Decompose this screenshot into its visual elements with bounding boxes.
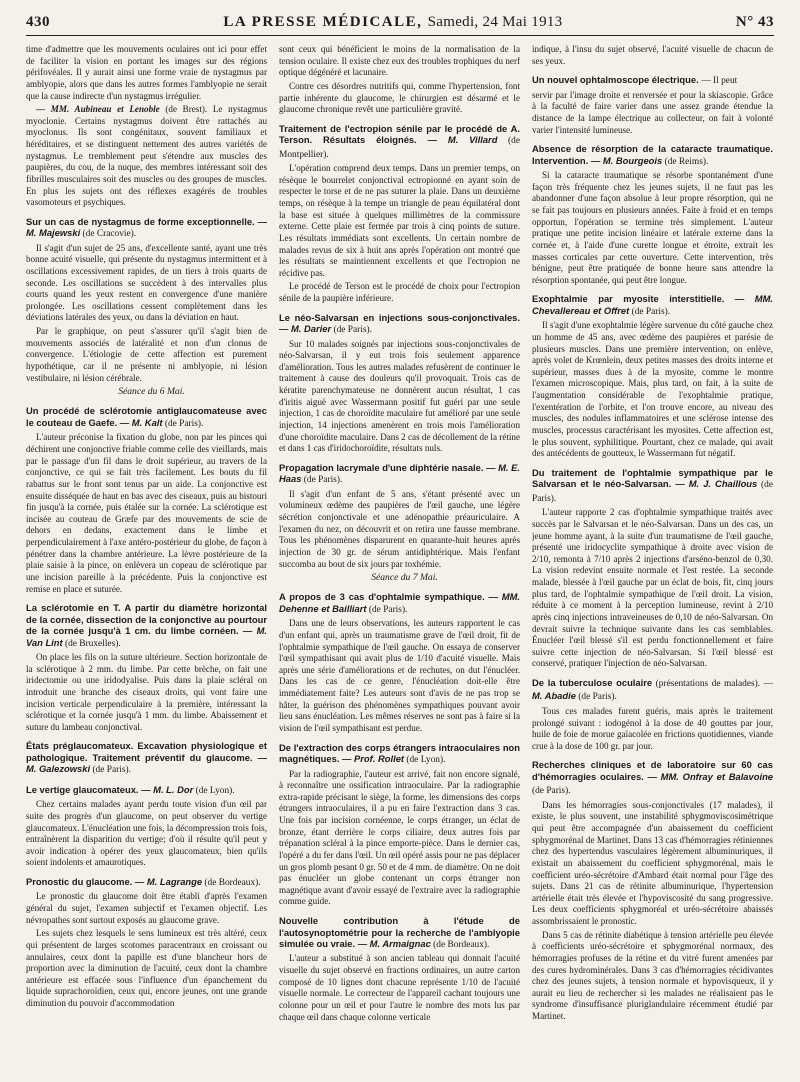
paragraph: L'opération comprend deux temps. Dans un premier temps, on résèque le bourrelet conjonctival ectropionné en ayant soin de respecter le torse et de ne pas suturer la plaie. Dans un deuxième temps, on résèque à la tempe un triangle de peau équilatéral dont la base est située à quelques millimètres de la commissure externe. Cette plaie est fermée par trois à cinq points de suture. Les résultats immédiats sont excellents. Un certain nombre de malades revus de six à huit ans après l'opération ont montré que les résultats se maintiennent excellents et que l'ectropion ne récidive pas. xyxy=(279,163,520,278)
article-heading xyxy=(532,74,773,87)
column-3 xyxy=(532,44,773,1079)
place: (de Paris). xyxy=(90,765,131,776)
heading-text: Le néo-Salvarsan en injections sous-conjonctivales. xyxy=(279,311,520,323)
author: — MM. Dehenne et Bailliart xyxy=(279,591,520,614)
article-heading xyxy=(26,784,267,797)
author: — M. Lagrange xyxy=(134,876,203,888)
place: (de Reims). xyxy=(662,156,709,167)
article-heading xyxy=(26,216,267,241)
heading-tail: — Il peut xyxy=(701,76,738,87)
place: (de Paris). xyxy=(532,480,773,504)
columns xyxy=(26,44,774,1079)
heading-text: Du traitement de l'ophtalmie sympathique par le Salvarsan et le néo-Salvarsan. xyxy=(532,466,773,490)
page-number: 430 xyxy=(26,14,50,30)
author: — Prof. Rollet xyxy=(342,753,405,765)
heading-text: Propagation lacrymale d'une diphtérie nasale. xyxy=(279,461,484,473)
heading-text: Le vertige glaucomateux. xyxy=(26,783,139,795)
article-heading xyxy=(26,876,267,889)
paragraph: servir par l'image droite et renversée et pour la skiascopie. Grâce à la faculté de faire varier dans une assez grande étendue la distance de la lampe électrique au collecteur, on fait à volonté varier l'intensité lumineuse. xyxy=(532,89,773,135)
author: — M. J. Chaillous xyxy=(675,478,758,490)
article-heading xyxy=(26,602,267,650)
issue-number: N° 43 xyxy=(735,14,774,30)
article-heading xyxy=(26,405,267,430)
author: — M. L. Dor xyxy=(141,783,194,795)
issue-date: Samedi, 24 Mai 1913 xyxy=(427,14,563,30)
article-heading xyxy=(279,591,520,616)
place: (de Montpellier). xyxy=(279,136,520,160)
session-title: Séance du 6 Mai. xyxy=(118,386,185,398)
article-heading xyxy=(532,467,773,505)
journal-title xyxy=(223,14,562,31)
paragraph: Dans les hémorragies sous-conjonctivales (17 malades), il existe, le plus souvent, une instabilité sphygmoviscosimétrique qui peut être accompagnée d'un abaissement du coefficient sphygmorénal de Martinet. Dans 13 cas d'hémorragies rétiniennes chez des hypertendus vasculaires légèrement albuminuriques, il existait un abaissement du coefficient sphygmorénal, mais le coefficient uréo-sécrétoire d'Ambard était normal pour l'âge des sujets. Dans 21 cas de rétinite albuminurique, l'hypertension artérielle était très élevée et l'hypoviscosité du sang progressive. Les deux coefficients sphygmoréal et uréo-sécrétoire abaissés assombrissaient le pronostic. xyxy=(532,799,773,927)
paragraph: Sur 10 malades soignés par injections sous-conjonctivales de néo-Salvarsan, il y eut trois fois seulement apparence d'amélioration. Tous les autres malades refusèrent de continuer le traitement à cause des douleurs qu'il provoquait. Trois cas de kératite parenchymateuse ne donnèrent aucun résultat, 1 cas d'iritis aiguë avec Wassermann positif fut guéri par une seule injection, 1 cas de choroïdite maculaire fut amélioré par une seule injection, 14 injections amenèrent en trois mois l'amélioration d'une choroïdite maculaire. Dans 2 cas de décollement de la rétine et dans 1 cas d'iridochoroïdite, résultats nuls. xyxy=(279,338,520,454)
paragraph: Il s'agit d'un enfant de 5 ans, s'étant présenté avec un volumineux œdème des paupières de l'œil gauche, une légère sécrétion conjonctivale et une adénopathie préauriculaire. A l'examen du nez, on découvrit et on retira une fausse membrane. Tous les phénomènes disparurent en quarante-huit heures après injection de 30 gr. de sérum antidiphtérique. Mais l'enfant succomba au bout de six jours par toxhémie. xyxy=(279,488,520,569)
place: (de Paris). xyxy=(532,786,571,797)
place: (de Paris). xyxy=(331,325,372,336)
article-heading xyxy=(532,759,773,797)
paragraph-text: (de Brest). Le nystagmus myoclonie. Certains nystagmus doivent être rattachés au myoclonus. Ils sont congénitaux, souvent familiaux et héréditaires, et se distinguent nettement des autres variétés de nystagmus. Le tremblement peut s'étendre aux muscles des paupières, du cou, de la nuque, des membres intéressant soit des fibrilles musculaires soit des muscles ou des groupes de muscles. En plus les sujets ont des réflexes exagérés de troubles vasomoteurs et psychiques. xyxy=(26,104,267,208)
article-heading xyxy=(279,742,520,767)
heading-text: La sclérotomie en T. A partir du diamètre horizontal de la cornée, dissection de la conjonctive au pourtour de la cornée jusqu'à 1 cm. du limbe cornéen. xyxy=(26,602,267,637)
place: (de Paris). xyxy=(301,475,343,486)
paragraph: Par le graphique, on peut s'assurer qu'il s'agit bien de mouvements associés de latéralité et non d'un clonus de convergence. L'étiologie de cette affection est purement hypothétique, car il ne présente ni amblyopie, ni lésion vestibulaire, ni lésion cérébrale. xyxy=(26,326,267,383)
author: — M. Majewski xyxy=(26,215,267,239)
place: (de Bruxelles). xyxy=(62,638,121,649)
paragraph: L'auteur préconise la fixation du globe, non par les pinces qui déchirent une conjonctive friable comme celle des vieillards, mais par le passage d'un fil dans le droit supérieur, au travers de la conjonctive, ce qui se fait très facilement. Les bouts du fil rabattus sur le front sont tenus par un aide. La conjonctive est ensuite disséquée de haut en bas avec des ciseaux, puis au bistouri fin jusqu'à la cornée, puis étalée sur la cornée. La sclérotique est incisée au couteau de Græfe par des mouvements de scie de dehors en dedans, exactement dans le limbe et perpendiculairement à l'axe antéro-postérieur du globe, de façon à pénétrer dans la chambre antérieure. La lèvre postérieure de la plaie saisie à la pince, on enlèvera un copeau de sclérotique par une incision pareille à la précédente. Puis la conjonctive est remise en place et suturée. xyxy=(26,432,267,594)
paragraph: Le procédé de Terson est le procédé de choix pour l'ectropion sénile de la paupière inférieure. xyxy=(279,281,520,304)
column-1 xyxy=(26,44,267,1079)
heading-text: Nouvelle contribution à l'étude de l'autosynoptométrie pour la recherche de l'amblyopie simulée ou vraie. xyxy=(279,915,520,949)
paragraph: L'auteur rapporte 2 cas d'ophtalmie sympathique traités avec succès par le Salvarsan et le néo-Salvarsan. Dans un des cas, un jeune homme ayant, à la suite d'un traumatisme de l'œil gauche, présenté une iridocyclite sympathique à droite avec vision de 2/10, remonta à 7/10 après 2 injections d'arséno-benzol de 0,30. La vision redevint ensuite normale et l'est restée. La seconde malade, blessée à l'œil gauche par un éclat de bois, fit, cinq jours plus tard, de l'ophtalmie sympathique de l'œil droit. La vision, réduite à ce moment à la perception lumineuse, revint à 2/10 après cinq injections intraveineuses de 0,10 de néo-Salvarsan. On devrait suivre la technique suivante dans les cas semblables. Énucléer l'œil blessé s'il est perdu fonctionnellement et faire suivre cette injection de néo-Salvarsan. Si l'œil blessé est conservé, pratiquer l'injection de néo-Salvarsan. xyxy=(532,507,773,669)
paragraph: L'auteur a substitué à son ancien tableau qui donnait l'acuité visuelle du sujet observé en fractions ordinaires, un autre carton composé de 10 lignes dont chacune représente 1/10 de l'acuité visuelle normale. Le correcteur de l'appareil cachant toujours une colonne pour un œil et pour l'autre le nombre des mots lus par chaque œil dans chaque colonne verticale xyxy=(279,953,520,1022)
author: — M. Bourgeois xyxy=(590,154,663,166)
paragraph: Les sujets chez lesquels le sens lumineux est très altéré, ceux qui présentent de larges scotomes paracentraux en croissant ou annulaires, ceux dont la papille est d'une blancheur hors de proportion avec la diminution de l'acuité, ceux dont la chambre antérieure est effacée sous l'influence d'un épanchement du liquide suprachoroïdien, ceux qui, encore jeunes, ont une grande diminution du pouvoir d'accommodation xyxy=(26,928,267,1009)
column-2 xyxy=(279,44,520,1079)
author: — M. Kalt xyxy=(119,416,163,428)
author: — M. E. Haas xyxy=(279,461,520,485)
paragraph: Dans 5 cas de rétinite diabétique à tension artérielle peu élevée à coefficients uréo-sécrétoire et sphygmorénal normaux, des hémorragies profuses de la rétine et du vitré furent amenées par des cures hydrominérales. Dans 3 cas d'hémorragies récidivantes chez des jeunes sujets, à tension normale et hypovisqueux, il y aurait eu lieu de rechercher si les malades ne réalisaient pas le syndrome d'insuffisance pluriglandulaire récemment étudié par Martinet. xyxy=(532,929,773,1022)
heading-text: De l'extraction des corps étrangers intraoculaires non magnétiques. xyxy=(279,741,520,765)
paragraph: Dans une de leurs observations, les auteurs rapportent le cas d'un enfant qui, après un traumatisme grave de l'œil droit, fit de l'ophtalmie sympathique de l'œil gauche. On essaya de conserver l'œil sympathisant qui avait plus de 1/10 d'acuité visuelle. Mais après une série d'améliorations et de rechutes, on dut l'énucléer. Dans les cas de ce genre, l'énucléation doit-elle être immédiatement faite? Les auteurs sont d'avis de ne pas trop se hâter, la guérison des phénomènes sympathiques pouvant avoir lieu sans énucléation. Les mêmes réserves ne sont pas à faire si la vision de l'œil sympathisant est perdue. xyxy=(279,618,520,733)
author: — M. Villard xyxy=(427,134,498,146)
paragraph: sont ceux qui bénéficient le moins de la normalisation de la tension oculaire. Il existe chez eux des troubles trophiques du nerf optique dégénéré et lacunaire. xyxy=(279,44,520,78)
heading-text: Sur un cas de nystagmus de forme exceptionnelle. xyxy=(26,215,255,227)
journal-name: LA PRESSE MÉDICALE, xyxy=(223,14,423,30)
article-heading xyxy=(279,462,520,487)
article-heading xyxy=(279,915,520,951)
paragraph: Chez certains malades ayant perdu toute vision d'un œil par suite des progrès d'un glaucome, on peut observer du vertige glaucomateux. L'énucléation une fois, la décompression trois fois, entraînèrent la disparition du vertige; d'où il résulte qu'il peut y avoir indication à opérer des yeux glaucomateux, bien qu'ils soient indolents et amaurotiques. xyxy=(26,799,267,868)
heading-text: Absence de résorption de la cataracte traumatique. Intervention. xyxy=(532,143,773,166)
paragraph: Il s'agit d'une exophtalmie légère survenue du côté gauche chez un homme de 45 ans, avec œdème des paupières et parésie de plusieurs muscles. Dans une première intervention, on enlève, après volet de Krœnlein, deux petites masses des droits interne et supérieur, masses dues à de la myosite, comme le montre l'examen microscopique. Mais, plus tard, on fait, à la suite de l'augmentation considérable de l'exophtalmie pratique, l'exentération de l'orbite, et l'on trouve encore, au niveau des muscles, des nodules inflammatoires et une sclérose intense des muscles, processus caractérisant les myosites. Cette affection est, le plus souvent, syphilitique. Pourtant, chez ce malade, qui avait des antécédents de goutteux, le Wassermann fut négatif. xyxy=(532,320,773,459)
heading-text: Un procédé de sclérotomie antiglaucomateuse avec le couteau de Gaefe. xyxy=(26,405,267,428)
author: — MM. Onfray et Balavoine xyxy=(647,770,773,782)
paragraph: Par la radiographie, l'auteur est arrivé, fait non encore signalé, à reconnaître une ossification intraoculaire. Par la radiographie extra-rapide précisant le siège, la forme, les dimensions des corps étrangers intraoculaires, il a pu en faire l'extraction dans 3 cas. Une fois par incision cornéenne, le corps étranger, un éclat de bronze, étant derrière le corps ciliaire, deux autres fois par trépanation scléral à la pince emporte-pièce. Dans le dernier cas, l'opéré a du fer dans l'œil. Un œil opéré assis pour ne pas déplacer un gros plomb pesant 0 gr. 50 et de 4 mm. de diamètre. On ne doit pas énucléer un globe contenant un corps étranger non magnétique avant d'avoir essayé de l'extraire avec la radiographie comme guide. xyxy=(279,768,520,907)
author: — M. Darier xyxy=(279,323,332,335)
article-heading xyxy=(532,677,773,704)
heading-text: Un nouvel ophtalmoscope électrique. xyxy=(532,74,699,86)
paragraph: Tous ces malades furent guéris, mais après le traitement prolongé suivant : iodogénol à la dose de 40 gouttes par jour, huile de foie de morue gaïacolée en frictions quotidiennes, viande crue à la dose de 100 gr. par jour. xyxy=(532,705,773,751)
paragraph: indique, à l'insu du sujet observé, l'acuité visuelle de chacun de ses yeux. xyxy=(532,44,773,66)
heading-text: Recherches cliniques et de laboratoire sur 60 cas d'hémorragies oculaires. xyxy=(532,759,773,782)
place: (de Bordeaux). xyxy=(202,878,261,889)
session-title: Séance du 7 Mai. xyxy=(371,572,438,584)
place: (de Bordeaux). xyxy=(430,939,490,950)
heading-text: Exophtalmie par myosite interstitielle. xyxy=(532,293,725,305)
paragraph: Si la cataracte traumatique se résorbe spontanément d'une façon très fréquente chez les jeunes sujets, il ne faut pas les abandonner d'une façon absolue à leur propre résorption, qui ne se fait pas toujours en plusieurs années. Faite à froid et en temps opportun, l'opération se termine très simplement. L'auteur pratique une petite incision linéaire et latérale externe dans la cornée et, à l'aide d'une curette longue et étroite, extrait les masses corticales par cette ouverture. Cette intervention, très bénigne, peut être pratiquée de bonne heure sans attendre la résorption spontanée, qui peut être longue. xyxy=(532,170,773,285)
heading-text: Traitement de l'ectropion sénile par le procédé de A. Terson. Résultats éloignés. xyxy=(279,122,520,146)
place: (de Paris). xyxy=(575,692,617,703)
paragraph: Contre ces désordres nutritifs qui, comme l'hypertension, font partie inhérente du glaucome, le chirurgien est désarmé et le glaucome chronique revêt une particulière gravité. xyxy=(279,80,520,115)
paragraph: time d'admettre que les mouvements oculaires ont ici pour effet de faciliter la vision en portant les images sur des régions périfovéales. Il y aurait ainsi une forme vraie de nystagmus par amblyopie, alors que dans les autres formes l'amblyopie ne serait que la cause indirecte d'un nystagmus irrégulier. xyxy=(26,44,267,101)
author: M. Abadie xyxy=(532,690,576,702)
place: (de Paris). xyxy=(162,418,204,429)
article-heading xyxy=(532,293,773,318)
place: (de Paris). xyxy=(629,306,671,317)
author: — MM. Chevallereau et Offret xyxy=(532,293,773,316)
paragraph: Il s'agit d'un sujet de 25 ans, d'excellente santé, ayant une très bonne acuité visuelle, qui présente du nystagmus intermittent et à oscillations excessivement rapides, de un tiers à trois quarts de seconde. Les oscillations se succèdent à des intervalles plus courts quand les yeux restent en convergence d'une manière prolongée. Les oscillations cessent complètement dans les déviations latérales des yeux, ou dans la déviation en haut. xyxy=(26,242,267,323)
author: — M. Armaignac xyxy=(357,937,431,949)
heading-text: États préglaucomateux. Excavation physiologique et pathologique. Traitement préventif du glaucome. xyxy=(26,740,267,763)
place: (de Lyon). xyxy=(193,785,235,796)
heading-text: De la tuberculose oculaire xyxy=(532,677,653,688)
article-heading xyxy=(26,740,267,776)
author: — M. Galezowski xyxy=(26,751,267,775)
author: — M. Van Lint xyxy=(26,625,267,648)
masthead xyxy=(26,14,774,36)
paragraph xyxy=(26,104,267,209)
article-heading xyxy=(532,143,773,168)
heading-tail: (présentations de malades). — xyxy=(652,679,773,689)
paragraph: On place les fils on la suture ultérieure. Section horizontale de la sclérotique à 2 mm. du limbe. Par cette brèche, on fait une iridectomie ou une iridodyalise. Puis dans la plaie scléral on introduit une branche des ciseaux droits, qui vont faire une incision verticale perpendiculaire à la première, intéressant la sclérotique et la cornée jusqu'à 1 mm. du limbe. Abaissement et suture du lambeau conjonctival. xyxy=(26,652,267,732)
article-heading xyxy=(279,312,520,337)
heading-text: A propos de 3 cas d'ophtalmie sympathique. xyxy=(279,591,485,603)
author: — MM. Aubineau et Lenoble xyxy=(36,104,160,115)
article-heading xyxy=(279,123,520,161)
heading-text: Pronostic du glaucome. xyxy=(26,876,133,888)
paragraph: Le pronostic du glaucome doit être établi d'après l'examen général du sujet, l'examen subjectif et l'examen objectif. Les névropathes sont surtout exposés au glaucome grave. xyxy=(26,891,267,925)
place: (de Lyon). xyxy=(404,755,446,766)
place: (de Paris). xyxy=(366,604,408,615)
place: (de Cracovie). xyxy=(80,229,137,240)
